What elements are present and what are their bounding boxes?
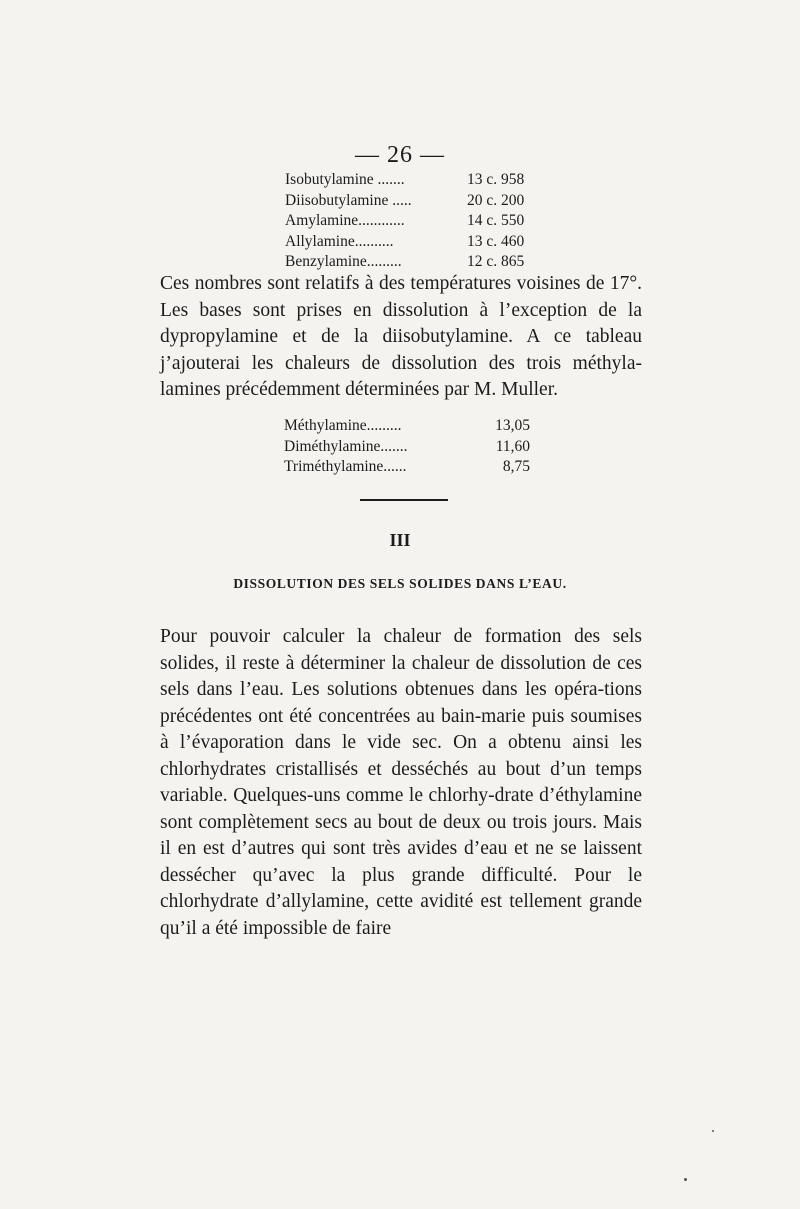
compound-name: Benzylamine......... [285, 253, 402, 271]
compound-name: Triméthylamine...... [284, 458, 407, 476]
paragraph-dissolution: Pour pouvoir calculer la chaleur de formation des sels solides, il reste à déterminer la chaleur de dissolution de ces sels dans l’eau. Les solutions obtenues dans les opéra-tions précédentes ont été concentrées au bain-marie puis soumises à l’évaporation dans le vide sec. On a obtenu ainsi les chlorhydrates cristallisés et desséchés au bout d’un temps variable. Quelques-uns comme le chlorhy-drate d’éthylamine sont complètement secs au bout de deux ou trois jours. Mais il en est d’autres qui sont très avides d’eau et ne se laissent dessécher qu’avec la plus grande difficulté. Pour le chlorhydrate d’allylamine, cette avidité est tellement grande qu’il a été impossible de faire [160, 626, 642, 939]
compound-value: 12 c. 865 [467, 253, 525, 271]
heats-table [285, 170, 557, 273]
compound-name: Isobutylamine ....... [285, 171, 405, 189]
compound-name: Amylamine............ [285, 212, 405, 230]
compound-value: 13,05 [495, 417, 530, 435]
compound-name: Allylamine.......... [285, 232, 394, 250]
table-row [285, 170, 557, 191]
paragraph-temperatures: Ces nombres sont relatifs à des températures voisines de 17°. Les bases sont prises en dissolution à l’exception de la dypropylamine et de la diisobutylamine. A ce tableau j’ajouterai les chaleurs de dissolution des trois méthyla-lamines précédemment déterminées par M. Muller. [160, 273, 642, 400]
table-row [284, 457, 530, 478]
table-row [284, 416, 530, 437]
compound-name: Diisobutylamine ..... [285, 191, 412, 209]
table-row [285, 211, 557, 232]
table-row [285, 232, 557, 253]
table-row [285, 252, 557, 273]
compound-value: 14 c. 550 [467, 212, 525, 230]
compound-value: 11,60 [495, 437, 530, 455]
section-divider [360, 499, 448, 501]
compound-name: Méthylamine......... [284, 417, 402, 435]
paper-speck [712, 1130, 714, 1132]
compound-value: 20 c. 200 [467, 191, 525, 209]
compound-name: Diméthylamine....... [284, 437, 408, 455]
section-title: DISSOLUTION DES SELS SOLIDES DANS L’EAU. [233, 576, 567, 591]
table-row [285, 191, 557, 212]
table-row [284, 437, 530, 458]
compound-value: 13 c. 460 [467, 232, 525, 250]
page-number: — 26 — [355, 142, 445, 168]
paper-speck [684, 1178, 687, 1181]
section-number: III [389, 530, 411, 550]
compound-value: 8,75 [502, 458, 530, 476]
compound-value: 13 c. 958 [467, 171, 525, 189]
methylamines-table [284, 416, 530, 478]
